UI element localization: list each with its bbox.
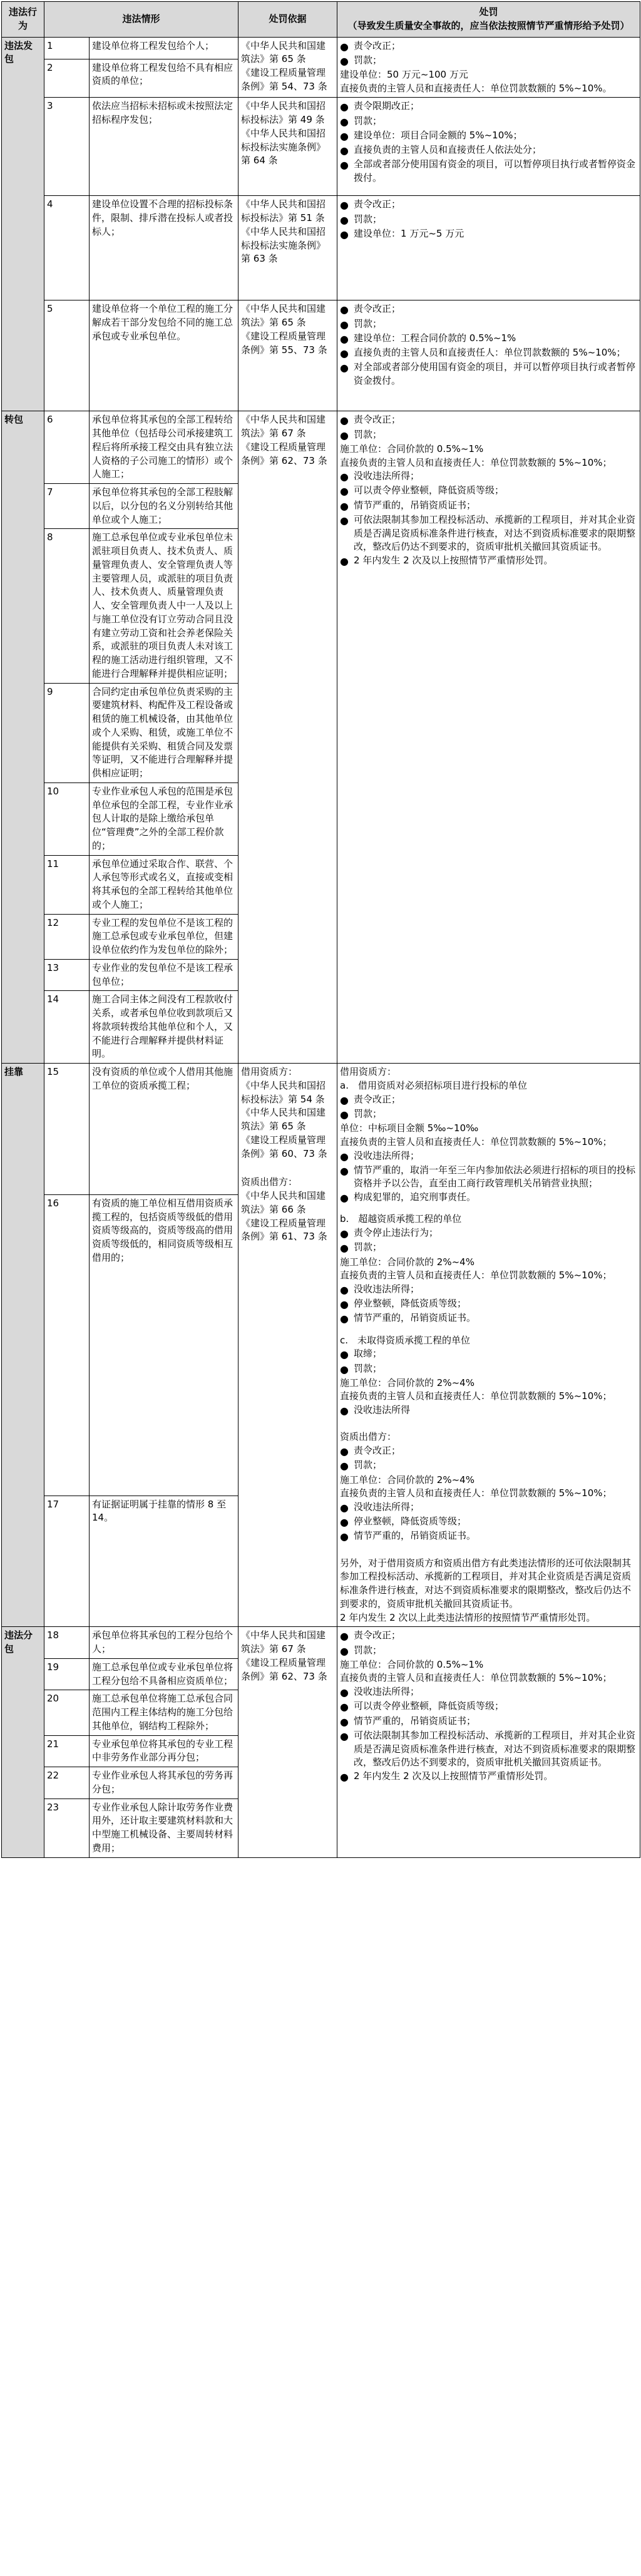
bullet-icon: ● (340, 130, 349, 142)
table-row (2, 196, 640, 300)
situation-text: 专业作业的发包单位不是该工程承包单位； (90, 959, 238, 991)
bullet-text: 责令改正； (354, 414, 401, 426)
bullet-icon: ● (340, 144, 349, 157)
bullet-item (340, 1729, 637, 1770)
basis-line: 《建设工程质量管理条例》第 62、73 条 (241, 441, 327, 466)
bullet-icon: ● (340, 159, 349, 172)
bullet-icon: ● (340, 1150, 349, 1162)
bullet-icon: ● (340, 1715, 349, 1728)
bullet-text: 2 年内发生 2 次及以上按照情节严重情形处罚。 (354, 555, 553, 567)
basis-line: 《建设工程质量管理条例》第 62、73 条 (241, 1656, 327, 1682)
basis-line: 《中华人民共和国建筑法》第 65 条 (241, 39, 326, 65)
row-number: 4 (44, 196, 90, 300)
bullet-icon: ● (340, 1313, 349, 1325)
bullet-icon: ● (340, 213, 349, 226)
row-number: 22 (44, 1767, 90, 1799)
bullet-text: 没收违法所得； (354, 470, 420, 482)
bullet-text: 罚款； (354, 1241, 382, 1253)
bullet-item (340, 499, 637, 513)
bullet-text: 责令改正； (354, 39, 401, 51)
situation-text: 施工总承包单位将施工总承包合同范围内工程主体结构的施工分包给其他单位，钢结构工程除外； (90, 1690, 238, 1735)
bullet-item (340, 513, 637, 554)
row-number: 10 (44, 783, 90, 855)
header-basis: 处罚依据 (238, 2, 337, 38)
situation-text: 承包单位将其承包的工程分包给个人； (90, 1627, 238, 1659)
bullet-icon: ● (340, 1242, 349, 1255)
bullet-item (340, 1515, 637, 1529)
bullet-icon: ● (340, 1445, 349, 1458)
bullet-text: 直接负责的主管人员和直接责任人：单位罚款数额的 5%~10%； (354, 346, 626, 358)
bullet-text: 可以责令停业整顿，降低资质等级； (354, 485, 505, 496)
penalty-text: 另外，对于借用资质方和资质出借方有此类违法情形的还可依法限制其参加工程投标活动、承揽新的工程项目，并对其企业资质是否满足资质标准条件进行核查，对达不到资质标准要求的限期整改，整改后仍达不到要求的，资质审批机关撤回其资质证书。 (340, 1557, 632, 1609)
bullet-text: 建设单位：项目合同金额的 5%~10%； (354, 129, 523, 141)
basis-line: 《中华人民共和国招标投标法实施条例》第 63 条 (241, 225, 326, 265)
bullet-text: 没收违法所得； (354, 1501, 420, 1512)
bullet-icon: ● (340, 304, 349, 316)
basis-line: 《中华人民共和国招标投标法》第 49 条 (241, 100, 326, 126)
table-row (2, 98, 640, 196)
bullet-text: 责令限期改正； (354, 100, 420, 112)
bullet-icon: ● (340, 1531, 349, 1543)
row-number: 3 (44, 98, 90, 196)
situation-text: 有资质的施工单位相互借用资质承揽工程的，包括资质等级低的借用资质等级高的，资质等级高的借用资质等级低的，相同资质等级相互借用的； (90, 1194, 238, 1496)
row-number: 21 (44, 1735, 90, 1767)
bullet-text: 可以责令停业整顿，降低资质等级； (354, 1700, 505, 1712)
basis-line: 《中华人民共和国招标投标法》第 54 条 (241, 1079, 326, 1105)
penalty-cell (337, 37, 640, 98)
bullet-text: 建设单位：1 万元~5 万元 (354, 227, 464, 239)
row-number: 12 (44, 914, 90, 959)
category-cell: 转包 (2, 411, 44, 1064)
bullet-text: 直接负责的主管人员和直接责任人依法处分； (354, 143, 542, 155)
bullet-icon: ● (340, 40, 349, 53)
bullet-text: 没收违法所得； (354, 1283, 420, 1295)
bullet-icon: ● (340, 555, 349, 568)
bullet-item (340, 1444, 637, 1459)
bullet-text: 2 年内发生 2 次及以上按照情节严重情形处罚。 (354, 1770, 553, 1782)
table-row (2, 37, 640, 59)
bullet-icon: ● (340, 1516, 349, 1529)
basis-cell (238, 98, 337, 196)
situation-text: 专业工程的发包单位不是该工程的施工总承包或专业承包单位，但建设单位依约作为发包单位的除外； (90, 914, 238, 959)
bullet-text: 没收违法所得； (354, 1686, 420, 1698)
bullet-icon: ● (340, 228, 349, 240)
bullet-icon: ● (340, 1460, 349, 1472)
basis-cell (238, 300, 337, 411)
bullet-item (340, 54, 637, 68)
penalty-text: 建设单位：50 万元~100 万元 直接负责的主管人员和直接责任人：单位罚款数额的 5%~10%。 (340, 68, 612, 94)
penalty-text: 2 年内发生 2 次以上此类违法情形的按照情节严重情形处罚。 (340, 1611, 596, 1623)
bullet-icon: ● (340, 500, 349, 512)
basis-line: 《建设工程质量管理条例》第 60、73 条 (241, 1134, 327, 1159)
basis-line: 《中华人民共和国建筑法》第 67 条 (241, 1629, 326, 1655)
bullet-item (340, 1297, 637, 1311)
basis-cell (238, 1064, 337, 1627)
bullet-item (340, 484, 637, 498)
situation-text: 有证据证明属于挂靠的情形 8 至 14。 (90, 1496, 238, 1627)
bullet-item (340, 1093, 637, 1107)
penalty-subtitle: 资质出借方： (340, 1431, 397, 1443)
bullet-icon: ● (340, 332, 349, 345)
bullet-item (340, 1403, 637, 1418)
bullet-icon: ● (340, 1701, 349, 1713)
bullet-text: 责令改正； (354, 198, 401, 210)
situation-text: 专业作业承包人承包的范围是承包单位承包的全部工程，专业作业承包人计取的是除上缴给承包单位“管理费”之外的全部工程价款的； (90, 783, 238, 855)
bullet-text: 罚款； (354, 213, 382, 225)
bullet-item (340, 213, 637, 227)
basis-line: 《中华人民共和国建筑法》第 66 条 (241, 1190, 326, 1215)
row-number: 17 (44, 1496, 90, 1627)
bullet-icon: ● (340, 485, 349, 498)
bullet-icon: ● (340, 54, 349, 67)
bullet-icon: ● (340, 199, 349, 212)
bullet-item (340, 1347, 637, 1362)
bullet-item (340, 1149, 637, 1164)
bullet-item (340, 1501, 637, 1515)
bullet-item (340, 413, 637, 428)
bullet-item (340, 143, 637, 158)
bullet-text: 责令改正； (354, 303, 401, 315)
bullet-text: 罚款； (354, 428, 382, 440)
bullet-item (340, 1770, 637, 1784)
bullet-item (340, 332, 637, 346)
bullet-item (340, 317, 637, 332)
bullet-item (340, 1459, 637, 1473)
header-penalty-title: 处罚 (479, 6, 498, 18)
table-row (2, 411, 640, 484)
bullet-icon: ● (340, 362, 349, 374)
bullet-item (340, 115, 637, 129)
bullet-text: 全部或者部分使用国有资金的项目，可以暂停项目执行或者暂停资金拨付。 (354, 158, 636, 183)
bullet-item (340, 302, 637, 317)
basis-title: 借用资质方： (241, 1066, 298, 1078)
bullet-item (340, 1107, 637, 1122)
bullet-icon: ● (340, 101, 349, 113)
table-row (2, 1627, 640, 1659)
bullet-item (340, 1164, 637, 1191)
bullet-item (340, 1311, 637, 1326)
bullet-icon: ● (340, 1630, 349, 1643)
bullet-item (340, 198, 637, 212)
bullet-text: 罚款； (354, 1644, 382, 1656)
row-number: 19 (44, 1658, 90, 1690)
basis-cell (238, 1627, 337, 1857)
situation-text: 建设单位将工程发包给个人； (90, 37, 238, 59)
situation-text: 建设单位设置不合理的招标投标条件，限制、排斥潜在投标人或者投标人； (90, 196, 238, 300)
bullet-text: 停业整顿，降低资质等级； (354, 1298, 467, 1310)
bullet-item (340, 1644, 637, 1658)
bullet-item (340, 428, 637, 443)
situation-text: 施工总承包单位或专业承包单位将工程分包给不具备相应资质单位； (90, 1658, 238, 1690)
bullet-item (340, 158, 637, 185)
bullet-text: 责令改正； (354, 1093, 401, 1105)
penalty-cell (337, 1627, 640, 1857)
bullet-text: 情节严重的，取消一年至三年内参加依法必须进行招标的项目的投标资格并予以公告，直至由工商行政管理机关吊销营业执照； (354, 1164, 636, 1189)
penalty-cell (337, 411, 640, 1064)
bullet-item (340, 39, 637, 54)
row-number: 16 (44, 1194, 90, 1496)
bullet-icon: ● (340, 1108, 349, 1121)
penalty-cell (337, 98, 640, 196)
basis-title: 资质出借方： (241, 1176, 298, 1188)
bullet-item (340, 1362, 637, 1377)
bullet-text: 构成犯罪的，追究刑事责任。 (354, 1191, 476, 1203)
bullet-text: 可依法限制其参加工程投标活动、承揽新的工程项目，并对其企业资质是否满足资质标准条件进行核查，对达不到资质标准要求的限期整改，整改后仍达不到要求的，资质审批机关撤回其资质证书。 (354, 1729, 636, 1768)
bullet-text: 没收违法所得； (354, 1149, 420, 1161)
basis-line: 《建设工程质量管理条例》第 55、73 条 (241, 330, 327, 356)
violation-table (1, 1, 640, 1858)
basis-line: 《中华人民共和国建筑法》第 65 条 (241, 303, 326, 329)
bullet-text: 罚款； (354, 317, 382, 329)
bullet-text: 情节严重的，吊销资质证书。 (354, 1530, 476, 1542)
bullet-text: 罚款； (354, 1107, 382, 1119)
penalty-text: 施工单位：合同价款的 2%~4% 直接负责的主管人员和直接责任人：单位罚款数额的 5%~10%； (340, 1256, 612, 1281)
bullet-icon: ● (340, 115, 349, 128)
bullet-icon: ● (340, 1405, 349, 1417)
situation-text: 专业作业承包人除计取劳务作业费用外，还计取主要建筑材料款和大中型施工机械设备、主要周转材料费用； (90, 1799, 238, 1857)
bullet-text: 对全部或者部分使用国有资金的项目，并可以暂停项目执行或者暂停资金拨付。 (354, 361, 636, 386)
bullet-item (340, 227, 637, 242)
bullet-text: 可依法限制其参加工程投标活动、承揽新的工程项目，并对其企业资质是否满足资质标准条件进行核查，对达不到资质标准要求的限期整改，整改后仍达不到要求的，资质审批机关撤回其资质证书。 (354, 513, 636, 553)
situation-text: 施工合同主体之间没有工程款收付关系，或者承包单位收到款项后又将款项转拨给其他单位和个人，又不能进行合理解释并提供材料证明。 (90, 991, 238, 1064)
bullet-icon: ● (340, 1502, 349, 1514)
table-header (2, 2, 640, 38)
bullet-item (340, 100, 637, 114)
bullet-icon: ● (340, 1363, 349, 1375)
penalty-text: 施工单位：合同价款的 0.5%~1% 直接负责的主管人员和直接责任人：单位罚款数额的 5%~10%； (340, 443, 612, 468)
bullet-item (340, 129, 637, 143)
bullet-text: 罚款； (354, 115, 382, 126)
situation-text: 承包单位通过采取合作、联营、个人承包等形式或名义，直接或变相将其承包的全部工程转给其他单位或个人施工； (90, 855, 238, 914)
bullet-icon: ● (340, 429, 349, 441)
header-penalty (337, 2, 640, 38)
bullet-item (340, 554, 637, 568)
row-number: 14 (44, 991, 90, 1064)
bullet-icon: ● (340, 318, 349, 331)
bullet-icon: ● (340, 1192, 349, 1204)
bullet-text: 责令改正； (354, 1445, 401, 1457)
bullet-item (340, 1700, 637, 1714)
bullet-text: 罚款； (354, 1362, 382, 1374)
row-number: 23 (44, 1799, 90, 1857)
basis-line: 《中华人民共和国招标投标法实施条例》第 64 条 (241, 127, 326, 167)
row-number: 20 (44, 1690, 90, 1735)
bullet-icon: ● (340, 1771, 349, 1783)
penalty-cell (337, 1064, 640, 1627)
penalty-text: 施工单位：合同价款的 2%~4% 直接负责的主管人员和直接责任人：单位罚款数额的 5%~10%； (340, 1377, 612, 1402)
bullet-icon: ● (340, 1645, 349, 1657)
bullet-icon: ● (340, 1164, 349, 1177)
bullet-item (340, 1529, 637, 1544)
situation-text: 承包单位将其承包的全部工程转给其他单位（包括母公司承接建筑工程后将所承接工程交由具有独立法人资格的子公司施工的情形）或个人施工； (90, 411, 238, 484)
basis-cell (238, 37, 337, 98)
row-number: 1 (44, 37, 90, 59)
penalty-text: 单位：中标项目金额 5‰~10‰ 直接负责的主管人员和直接责任人：单位罚款数额的 5%~10%； (340, 1122, 612, 1147)
bullet-icon: ● (340, 471, 349, 483)
bullet-text: 责令停止违法行为； (354, 1227, 439, 1239)
penalty-cell (337, 300, 640, 411)
bullet-text: 责令改正； (354, 1629, 401, 1641)
table-row (2, 300, 640, 411)
bullet-icon: ● (340, 1686, 349, 1699)
penalty-cell (337, 196, 640, 300)
header-violation: 违法行为 (2, 2, 44, 38)
situation-text: 专业承包单位将其承包的专业工程中非劳务作业部分再分包； (90, 1735, 238, 1767)
row-number: 8 (44, 529, 90, 683)
bullet-icon: ● (340, 1348, 349, 1361)
bullet-icon: ● (340, 1094, 349, 1106)
situation-text: 承包单位将其承包的全部工程肢解以后，以分包的名义分别转给其他单位或个人施工； (90, 484, 238, 529)
situation-text: 建设单位将工程发包给不具有相应资质的单位； (90, 59, 238, 98)
basis-line: 《建设工程质量管理条例》第 54、73 条 (241, 67, 327, 92)
category-cell: 违法分包 (2, 1627, 44, 1857)
bullet-item (340, 1191, 637, 1205)
header-situation: 违法情形 (44, 2, 238, 38)
bullet-icon: ● (340, 1228, 349, 1240)
bullet-item (340, 1241, 637, 1255)
category-cell: 挂靠 (2, 1064, 44, 1627)
row-number: 6 (44, 411, 90, 484)
penalty-subtitle: c. 未取得资质承揽工程的单位 (340, 1334, 471, 1346)
bullet-item (340, 361, 637, 388)
bullet-icon: ● (340, 1730, 349, 1742)
bullet-icon: ● (340, 414, 349, 427)
table-row (2, 1064, 640, 1195)
row-number: 2 (44, 59, 90, 98)
bullet-text: 情节严重的，吊销资质证书； (354, 1715, 476, 1727)
bullet-icon: ● (340, 347, 349, 359)
bullet-item (340, 1226, 637, 1241)
basis-line: 《建设工程质量管理条例》第 61、73 条 (241, 1217, 327, 1243)
bullet-icon: ● (340, 1284, 349, 1296)
bullet-text: 情节严重的，吊销资质证书。 (354, 1312, 476, 1324)
bullet-item (340, 1715, 637, 1729)
bullet-item (340, 470, 637, 484)
bullet-text: 停业整顿，降低资质等级； (354, 1516, 467, 1527)
bullet-item (340, 1629, 637, 1643)
row-number: 15 (44, 1064, 90, 1195)
situation-text: 没有资质的单位或个人借用其他施工单位的资质承揽工程； (90, 1064, 238, 1195)
situation-text: 依法应当招标未招标或未按照法定招标程序发包； (90, 98, 238, 196)
row-number: 18 (44, 1627, 90, 1659)
situation-text: 施工总承包单位或专业承包单位未派驻项目负责人、技术负责人、质量管理负责人、安全管理负责人等主要管理人员，或派驻的项目负责人、技术负责人、质量管理负责人、安全管理负责人中一人及以上与施工单位没有订立劳动合同且没有建立劳动工资和社会养老保险关系，或派驻的项目负责人未对该工程的施工活动进行组织管理，又不能进行合理解释并提供相应证明； (90, 529, 238, 683)
bullet-icon: ● (340, 514, 349, 526)
basis-line: 《中华人民共和国招标投标法》第 51 条 (241, 198, 326, 224)
penalty-subtitle: b. 超越资质承揽工程的单位 (340, 1213, 462, 1225)
bullet-text: 情节严重的，吊销资质证书； (354, 499, 476, 511)
row-number: 13 (44, 959, 90, 991)
row-number: 9 (44, 683, 90, 783)
bullet-item (340, 1685, 637, 1700)
bullet-text: 没收违法所得 (354, 1404, 411, 1416)
row-number: 7 (44, 484, 90, 529)
bullet-item (340, 346, 637, 361)
bullet-text: 罚款； (354, 1459, 382, 1471)
situation-text: 专业作业承包人将其承包的劳务再分包； (90, 1767, 238, 1799)
basis-cell (238, 411, 337, 1064)
row-number: 11 (44, 855, 90, 914)
bullet-text: 建设单位：工程合同价款的 0.5%~1% (354, 332, 516, 344)
category-cell: 违法发包 (2, 37, 44, 411)
bullet-item (340, 1283, 637, 1297)
header-penalty-note: （导致发生质量安全事故的，应当依法按照情节严重情形给予处罚） (347, 19, 630, 31)
situation-text: 建设单位将一个单位工程的施工分解成若干部分发包给不同的施工总承包或专业承包单位。 (90, 300, 238, 411)
bullet-text: 取缔； (354, 1348, 382, 1360)
situation-text: 合同约定由承包单位负责采购的主要建筑材料、构配件及工程设备或租赁的施工机械设备，由其他单位或个人采购、租赁，或施工单位不能提供有关采购、租赁合同及发票等证明，又不能进行合理解释并提供相应证明； (90, 683, 238, 783)
penalty-text: 施工单位：合同价款的 2%~4% 直接负责的主管人员和直接责任人：单位罚款数额的 5%~10%； (340, 1474, 612, 1499)
penalty-subtitle: 借用资质方： (340, 1066, 397, 1078)
penalty-text: 施工单位：合同价款的 0.5%~1% 直接负责的主管人员和直接责任人：单位罚款数额的 5%~10%； (340, 1658, 612, 1684)
penalty-subtitle: a. 借用资质对必须招标项目进行投标的单位 (340, 1079, 527, 1091)
basis-line: 《中华人民共和国建筑法》第 65 条 (241, 1107, 326, 1132)
bullet-text: 罚款； (354, 54, 382, 66)
bullet-icon: ● (340, 1298, 349, 1311)
document (1, 1, 640, 1858)
row-number: 5 (44, 300, 90, 411)
basis-line: 《中华人民共和国建筑法》第 67 条 (241, 414, 326, 439)
basis-cell (238, 196, 337, 300)
